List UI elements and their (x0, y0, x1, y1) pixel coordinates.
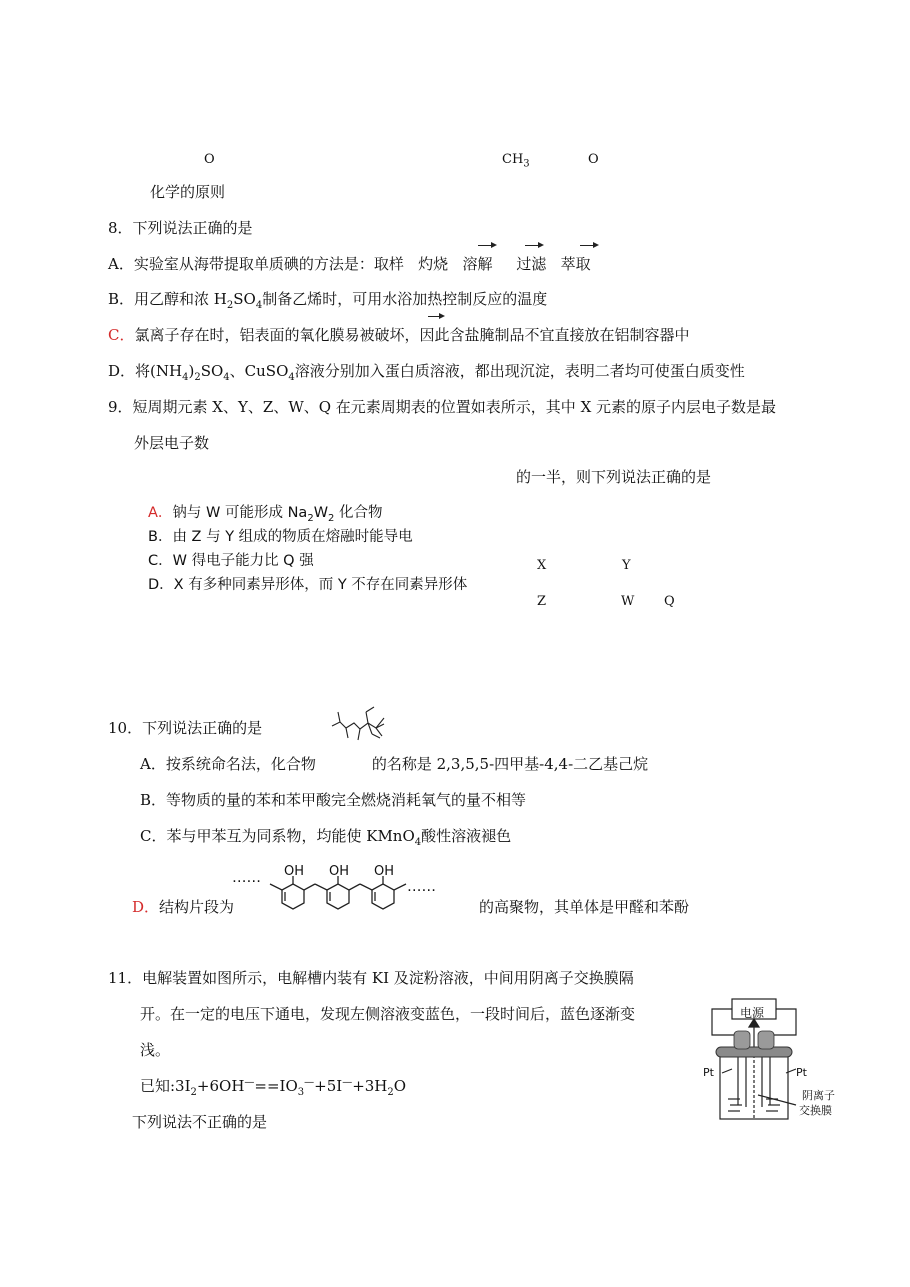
dots-left: …… (232, 870, 261, 886)
oh-label: OH (374, 864, 395, 879)
table-cell-z: Z (537, 594, 547, 609)
top-o2: O (588, 152, 599, 167)
power-label: 电源 (740, 1006, 765, 1020)
arrow-icon (478, 245, 492, 246)
q9-stem-2: 外层电子数 (134, 434, 210, 452)
pt-left-label: Pt (703, 1066, 714, 1079)
q9-option-c: C．W 得电子能力比 Q 强 (148, 553, 314, 569)
q8-stem: 8．下列说法正确的是 (108, 219, 253, 237)
q9-option-d: D．X 有多种同素异形体，而 Y 不存在同素异形体 (148, 577, 468, 593)
membrane-label-1: 阴离子 (802, 1089, 835, 1102)
q10-option-d: D．结构片段为 (132, 898, 235, 916)
skeletal-formula-diagram (328, 704, 390, 748)
q9-option-a: A．钠与 W 可能形成 $Na_2W_2$ 化合物 (148, 505, 383, 524)
arrow-icon (428, 316, 440, 317)
q9-option-b: B．由 Z 与 Y 组成的物质在熔融时能导电 (148, 529, 413, 545)
q8-option-d: D．将$(NH_4)_2SO_4$、CuSO$_4$溶液分别加入蛋白质溶液，都出现沉淀，表明二者均可使蛋白质变性 (108, 362, 745, 383)
q10-option-b: B．等物质的量的苯和苯甲酸完全燃烧消耗氧气的量不相等 (140, 791, 527, 809)
q11-known-equation: 已知$:3I_2+6OH^—==IO_3^—+5I^—+3H_2O$ (140, 1077, 407, 1098)
q10-option-d-tail: 的高聚物，其单体是甲醛和苯酚 (479, 898, 690, 916)
table-cell-w: W (621, 594, 635, 609)
q8-option-a: A．实验室从海带提取单质碘的方法是：取样 灼烧 溶解 过滤 萃取 (108, 255, 591, 273)
q10-option-a: A．按系统命名法，化合物 的名称是 2,3,5,5-四甲基-4,4-二乙基己烷 (140, 755, 649, 773)
table-cell-x: X (537, 558, 547, 573)
q11-stem-2: 开。在一定的电压下通电，发现左侧溶液变蓝色，一段时间后，蓝色逐渐变 (140, 1005, 636, 1023)
oh-label: OH (329, 864, 350, 879)
table-cell-q: Q (664, 594, 675, 609)
q11-stem-3: 浅。 (140, 1041, 171, 1059)
dots-right: …… (407, 879, 436, 895)
arrow-icon (580, 245, 594, 246)
top-ch3: $CH_3$ (502, 152, 530, 170)
arrow-icon (525, 245, 539, 246)
q10-stem: 10．下列说法正确的是 (108, 719, 263, 737)
q10-option-c: C．苯与甲苯互为同系物，均能使 KMnO$_4$酸性溶液褪色 (140, 827, 512, 848)
pt-right-label: Pt (796, 1066, 807, 1079)
membrane-label-2: 交换膜 (799, 1104, 832, 1117)
q11-ask: 下列说法不正确的是 (132, 1113, 268, 1131)
oh-label: OH (284, 864, 305, 879)
q8-option-c: C．氯离子存在时，铝表面的氧化膜易被破坏，因此含盐腌制品不宜直接放在铝制容器中 (108, 326, 690, 344)
table-cell-y: Y (622, 558, 631, 573)
top-o1: O (204, 152, 215, 167)
q9-stem-1: 9．短周期元素 X、Y、Z、W、Q 在元素周期表的位置如表所示，其中 X 元素的原子内层电子数是最 (108, 398, 777, 416)
q8-option-b: B．用乙醇和浓 $H_2SO_4$制备乙烯时，可用水浴加热控制反应的温度 (108, 290, 548, 311)
cell-lid-icon (716, 1047, 792, 1057)
q9-stem-3: 的一半，则下列说法正确的是 (516, 468, 712, 486)
top-line: 化学的原则 (150, 183, 226, 201)
q11-stem-1: 11．电解装置如图所示，电解槽内装有 KI 及淀粉溶液，中间用阴离子交换膜隔 (108, 969, 634, 987)
